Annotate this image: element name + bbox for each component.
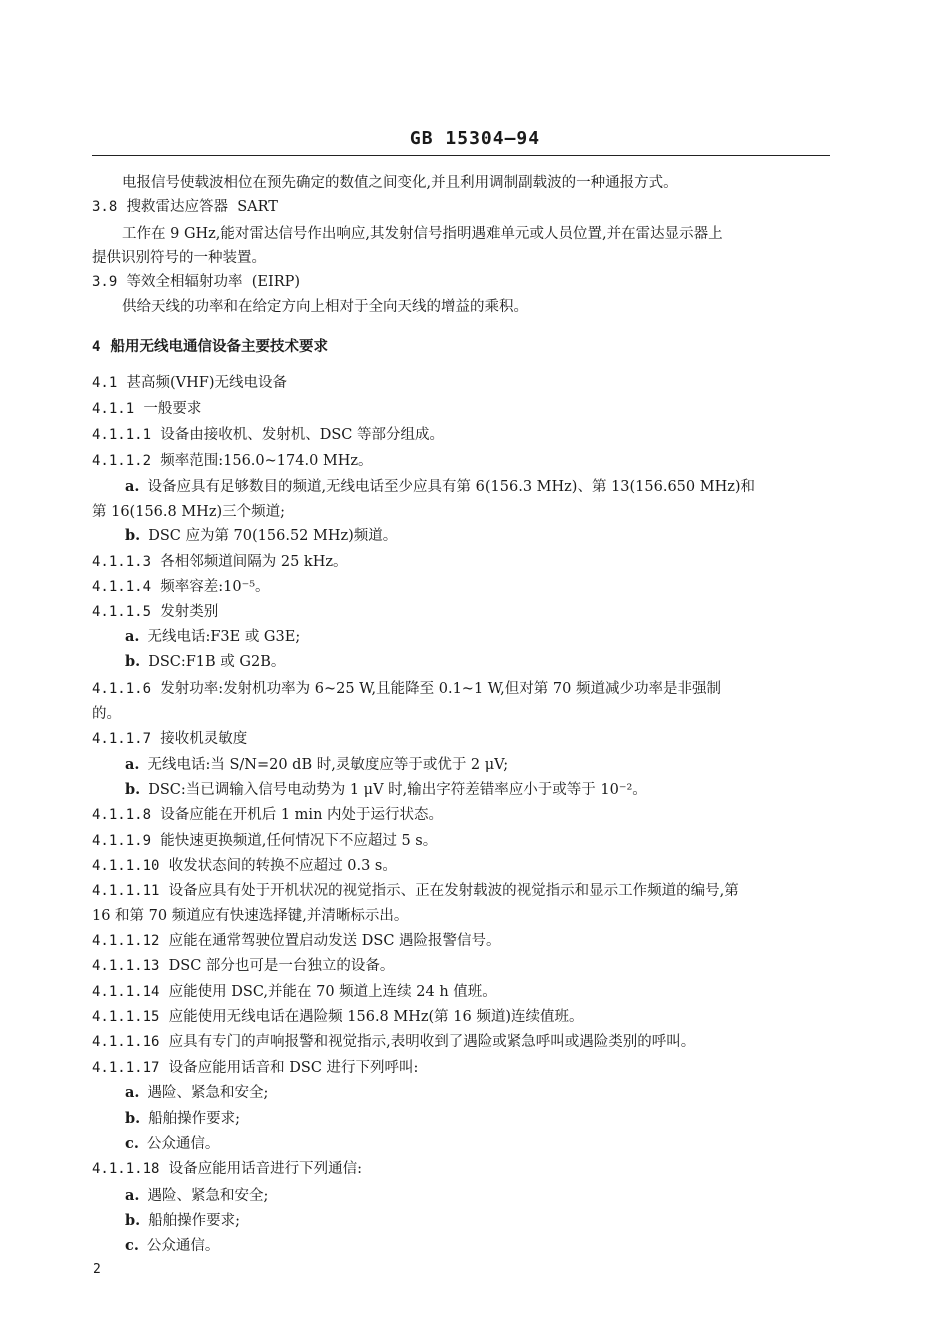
line-text: 收发状态间的转换不应超过 0.3 s。 [159,858,397,874]
clause-line [92,272,834,292]
list-item [125,755,834,775]
clause-line [92,337,834,357]
clause-number: 4.1.1.1 [92,427,152,443]
clause-number: 3.8 [92,199,118,215]
clause-number: 4.1.1.17 [92,1060,160,1076]
line-text: 各相邻频道间隔为 25 kHz。 [151,554,348,570]
clause-number: 4.1.1.9 [92,833,152,849]
clause-number: 4.1.1.11 [92,883,160,899]
text-line [92,248,834,268]
page-number: 2 [93,1262,101,1277]
line-text: DSC:F1B 或 G2B。 [148,654,286,670]
clause-line [92,577,834,597]
line-text: 频率容差:10⁻⁵。 [151,579,270,595]
item-letter: a. [125,628,140,645]
clause-number: 4.1.1.15 [92,1009,160,1025]
item-letter: c. [125,1135,139,1152]
clause-number: 4.1.1.16 [92,1034,160,1050]
list-item [125,477,834,497]
clause-line [92,805,834,825]
text-line [92,704,834,724]
item-letter: b. [125,1110,141,1127]
clause-line [92,831,834,851]
line-text: 船舶操作要求; [148,1111,241,1127]
clause-line [92,729,834,749]
line-text: 发射功率:发射机功率为 6~25 W,且能降至 0.1~1 W,但对第 70 频道减少功率是非强制 [151,681,721,697]
line-text: 设备由接收机、发射机、DSC 等部分组成。 [151,427,444,443]
clause-number: 4.1.1.7 [92,731,152,747]
text-line [122,297,834,317]
line-text: 16 和第 70 频道应有快速选择键,并清晰标示出。 [92,908,409,924]
line-text: 应能在通常驾驶位置启动发送 DSC 遇险报警信号。 [159,933,501,949]
item-letter: a. [125,756,140,773]
line-text: 能快速更换频道,任何情况下不应超过 5 s。 [151,833,438,849]
line-text: 甚高频(VHF)无线电设备 [117,375,288,391]
line-text: DSC 应为第 70(156.52 MHz)频道。 [148,528,398,544]
clause-line [92,373,834,393]
list-item [125,1236,834,1256]
line-text: 等效全相辐射功率 (EIRP) [117,274,301,290]
clause-line [92,881,834,901]
line-text: 设备应具有处于开机状况的视觉指示、正在发射载波的视觉指示和显示工作频道的编号,第 [159,883,739,899]
list-item [125,526,834,546]
clause-number: 4.1.1.8 [92,807,152,823]
line-text: DSC 部分也可是一台独立的设备。 [159,958,395,974]
line-text: 无线电话:当 S/N=20 dB 时,灵敏度应等于或优于 2 μV; [147,757,509,773]
clause-number: 3.9 [92,274,118,290]
line-text: 一般要求 [134,401,202,417]
line-text: 设备应能用话音和 DSC 进行下列呼叫: [159,1060,419,1076]
line-text: 供给天线的功率和在给定方向上相对于全向天线的增益的乘积。 [122,299,528,315]
clause-line [92,956,834,976]
item-letter: a. [125,1187,140,1204]
list-item [125,652,834,672]
clause-line [92,552,834,572]
line-text: 设备应能用话音进行下列通信: [159,1161,363,1177]
clause-line [92,679,834,699]
clause-line [92,931,834,951]
line-text: 公众通信。 [146,1136,220,1152]
line-text: 频率范围:156.0~174.0 MHz。 [151,453,373,469]
list-item [125,780,834,800]
clause-line [92,1032,834,1052]
list-item [125,1186,834,1206]
line-text: 遇险、紧急和安全; [147,1085,269,1101]
list-item [125,1211,834,1231]
line-text: 的。 [92,706,121,722]
clause-line [92,856,834,876]
line-text: 设备应能在开机后 1 min 内处于运行状态。 [151,807,444,823]
text-line [122,173,834,193]
line-text: 应具有专门的声响报警和视觉指示,表明收到了遇险或紧急呼叫或遇险类别的呼叫。 [159,1034,696,1050]
line-text: 公众通信。 [146,1238,220,1254]
clause-number: 4.1.1.6 [92,681,152,697]
page-header: GB 15304—94 [409,128,541,149]
clause-number: 4.1.1.3 [92,554,152,570]
clause-line [92,1007,834,1027]
clause-line [92,425,834,445]
line-text: 发射类别 [151,604,219,620]
clause-number: 4.1 [92,375,118,391]
clause-line [92,982,834,1002]
clause-number: 4.1.1.13 [92,958,160,974]
item-letter: b. [125,527,141,544]
item-letter: b. [125,653,141,670]
text-line [122,224,834,244]
text-line [92,502,834,522]
line-text: 工作在 9 GHz,能对雷达信号作出响应,其发射信号指明遇难单元或人员位置,并在雷达显示器上 [122,226,723,242]
clause-number: 4.1.1.2 [92,453,152,469]
line-text: 接收机灵敏度 [151,731,248,747]
line-text: 提供识别符号的一种装置。 [92,250,266,266]
clause-number: 4.1.1.18 [92,1161,160,1177]
text-line [92,906,834,926]
clause-number: 4.1.1.5 [92,604,152,620]
line-text: 应能使用 DSC,并能在 70 频道上连续 24 h 值班。 [159,984,497,1000]
item-letter: a. [125,1084,140,1101]
line-text: 电报信号使载波相位在预先确定的数值之间变化,并且利用调制副载波的一种通报方式。 [122,175,678,191]
line-text: 设备应具有足够数目的频道,无线电话至少应具有第 6(156.3 MHz)、第 13(156.650 MHz)和 [147,479,756,495]
clause-line [92,1159,834,1179]
line-text: 搜救雷达应答器 SART [117,199,278,215]
item-letter: b. [125,781,141,798]
clause-line [92,399,834,419]
list-item [125,1083,834,1103]
clause-line [92,602,834,622]
clause-number: 4.1.1.12 [92,933,160,949]
line-text: 船舶操作要求; [148,1213,241,1229]
clause-line [92,197,834,217]
line-text: 应能使用无线电话在遇险频 156.8 MHz(第 16 频道)连续值班。 [159,1009,584,1025]
line-text: 遇险、紧急和安全; [147,1188,269,1204]
line-text: 第 16(156.8 MHz)三个频道; [92,504,286,520]
clause-number: 4.1.1.4 [92,579,152,595]
clause-number: 4.1.1 [92,401,135,417]
header-rule [92,155,830,156]
line-text: 无线电话:F3E 或 G3E; [147,629,301,645]
clause-line [92,451,834,471]
line-text: DSC:当已调输入信号电动势为 1 μV 时,输出字符差错率应小于或等于 10⁻²。 [148,782,647,798]
list-item [125,1134,834,1154]
clause-line [92,1058,834,1078]
list-item [125,627,834,647]
clause-number: 4.1.1.10 [92,858,160,874]
clause-number: 4.1.1.14 [92,984,160,1000]
item-letter: c. [125,1237,139,1254]
clause-number: 4 [92,339,101,355]
list-item [125,1109,834,1129]
line-text: 船用无线电通信设备主要技术要求 [100,338,329,355]
item-letter: a. [125,478,140,495]
item-letter: b. [125,1212,141,1229]
